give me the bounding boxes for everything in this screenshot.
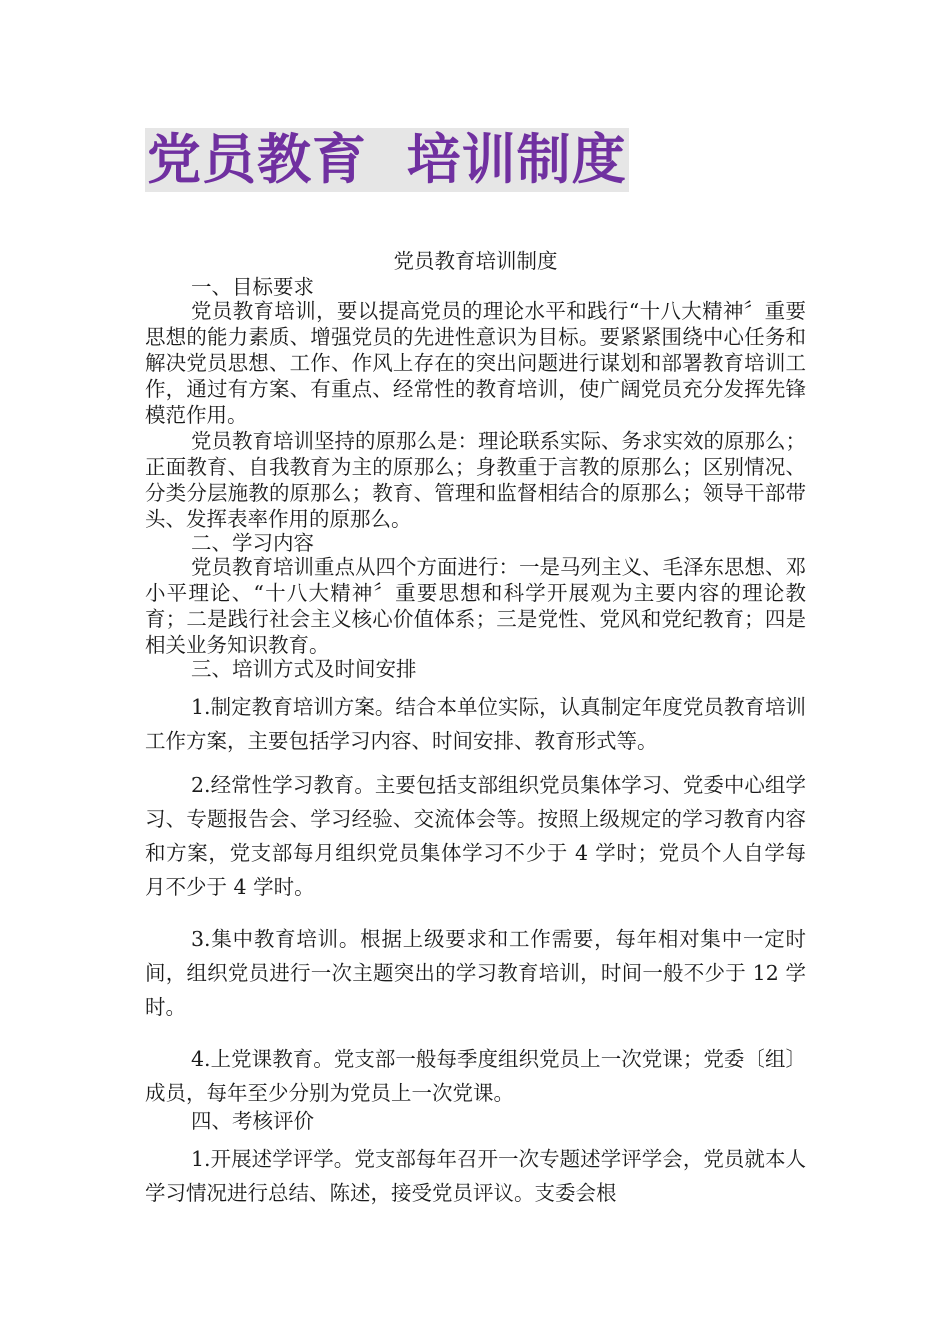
document-subtitle: 党员教育培训制度 [393,249,558,273]
section-heading-goals: 一、目标要求 [191,275,314,299]
section-heading-assessment: 四、考核评价 [191,1109,314,1133]
list-item-centralized-training: 3.集中教育培训。根据上级要求和工作需要，每年相对集中一定时间，组织党员进行一次主题突出的学习教育培训，时间一般不少于 12 学时。 [145,927,806,1019]
document-main-title: 党员教育 培训制度 [147,128,627,191]
section-heading-methods: 三、培训方式及时间安排 [191,657,417,681]
list-item-party-lecture: 4.上党课教育。党支部一般每季度组织党员上一次党课；党委〔组〕成员，每年至少分别为党员上一次党课。 [145,1047,806,1105]
paragraph-goals: 党员教育培训，要以提高党员的理论水平和践行“十八大精神〞重要思想的能力素质、增强党员的先进性意识为目标。要紧紧围绕中心任务和解决党员思想、工作、作风上存在的突出问题进行谋划和部署教育培训工作，通过有方案、有重点、经常性的教育培训，使广阔党员充分发挥先锋模范作用。 [145,299,806,427]
paragraph-principles: 党员教育培训坚持的原那么是：理论联系实际、务求实效的原那么；正面教育、自我教育为主的原那么；身教重于言教的原那么；区别情况、分类分层施教的原那么；教育、管理和监督相结合的原那么；领导干部带头、发挥表率作用的原那么。 [145,429,806,531]
list-item-study-review: 1.开展述学评学。党支部每年召开一次专题述学评学会，党员就本人学习情况进行总结、陈述，接受党员评议。支委会根 [145,1147,806,1205]
list-item-regular-study: 2.经常性学习教育。主要包括支部组织党员集体学习、党委中心组学习、专题报告会、学习经验、交流体会等。按照上级规定的学习教育内容和方案，党支部每月组织党员集体学习不少于 4 学时；党员个人自学每月不少于 4 学时。 [145,773,806,899]
section-heading-content: 二、学习内容 [191,531,314,555]
paragraph-content: 党员教育培训重点从四个方面进行：一是马列主义、毛泽东思想、邓小平理论、“十八大精神〞重要思想和科学开展观为主要内容的理论教育；二是践行社会主义核心价值体系；三是党性、党风和党纪教育；四是相关业务知识教育。 [145,555,806,657]
document-body [145,246,806,1210]
list-item-plan: 1.制定教育培训方案。结合本单位实际，认真制定年度党员教育培训工作方案，主要包括学习内容、时间安排、教育形式等。 [145,695,806,753]
